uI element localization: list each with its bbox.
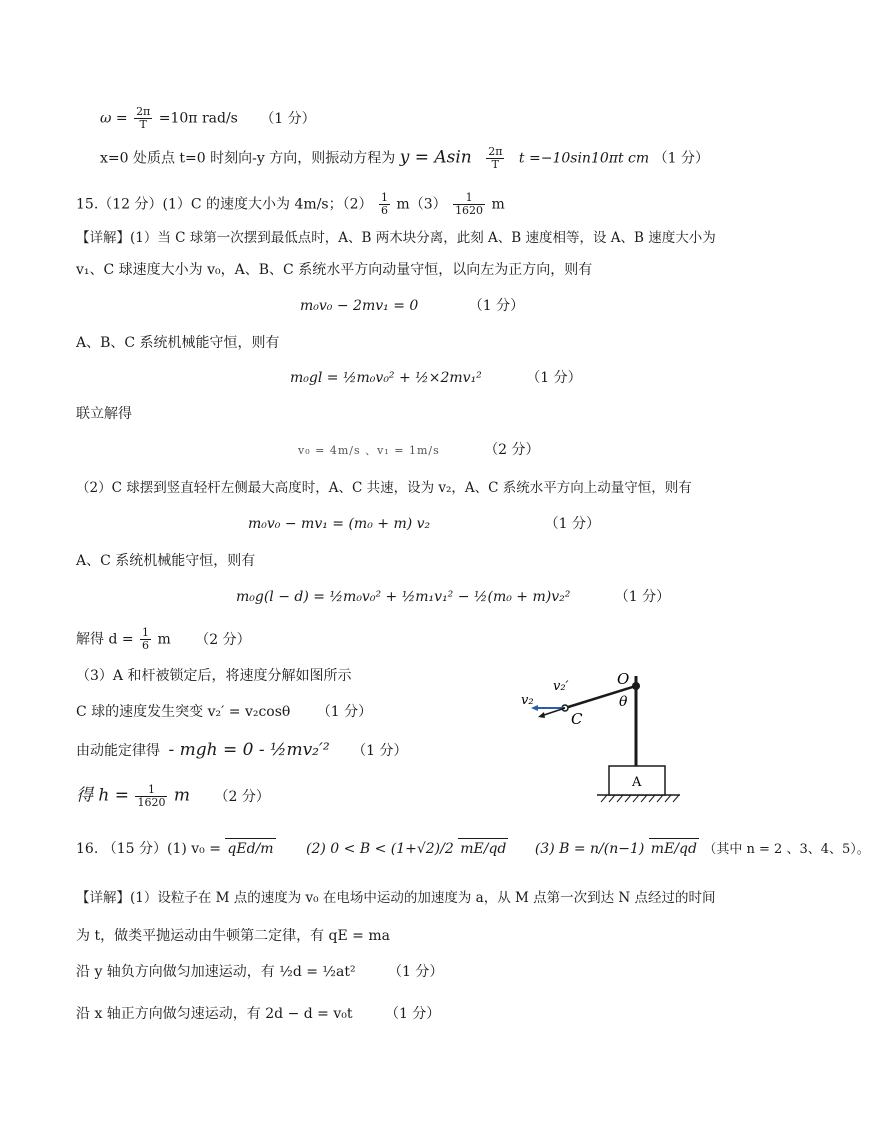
omega-rhs: =10π rad/s <box>158 110 238 127</box>
detail16c-text: 沿 y 轴负方向做匀加速运动，有 ½d = ½at² <box>76 964 356 980</box>
eq3 <box>298 440 540 461</box>
energy-eq: - mgh = 0 - ½mv₂′² <box>168 740 330 760</box>
detail1: 【详解】(1）当 C 球第一次摆到最低点时，A、B 两木块分离，此刻 A、B 速度相等，设 A、B 速度大小为 <box>76 230 716 246</box>
detail16c <box>76 962 443 982</box>
h-a: 得 h = <box>76 785 130 806</box>
c-speed-text: C 球的速度发生突变 v₂′ = v₂cosθ <box>76 704 291 720</box>
energy-score: （1 分） <box>352 743 408 759</box>
eq1-score: （1 分） <box>468 298 525 314</box>
result-d-score: （2 分） <box>195 631 251 648</box>
omega-score: （1 分） <box>260 110 316 127</box>
c-speed <box>76 702 372 722</box>
eq2 <box>290 368 582 388</box>
eq3-text: v₀ = 4m/s 、v₁ = 1m/s <box>298 444 440 457</box>
detail16d-score: （1 分） <box>384 1006 441 1022</box>
q15-frac2 <box>453 192 485 217</box>
solve: 联立解得 <box>76 406 132 422</box>
h-frac <box>135 784 167 809</box>
label-a: A <box>632 775 642 790</box>
omega-line <box>100 106 316 131</box>
pivot-o <box>632 682 640 690</box>
frac-num: 1 <box>453 192 485 205</box>
q16-a-sqrt: qEd/m <box>225 838 275 859</box>
q15-frac1 <box>379 192 390 217</box>
q15-c: m <box>491 196 505 213</box>
eq5-score: （1 分） <box>614 589 671 605</box>
omega-lhs: ω = <box>100 110 128 127</box>
part2: （2）C 球摆到竖直轻杆左侧最大高度时，A、C 共速，设为 v₂，A、C 系统水平方向上动量守恒，则有 <box>76 480 692 496</box>
v2p-arrow <box>541 708 565 716</box>
wave-score: （1 分） <box>653 150 709 167</box>
q15-b: m（3） <box>396 196 447 213</box>
eq2-score: （1 分） <box>526 370 582 386</box>
result-d-b: m <box>157 631 171 648</box>
wave-fraction <box>486 146 504 171</box>
frac-num: 2π <box>136 105 151 118</box>
frac-den: T <box>139 118 147 131</box>
frac-num: 1 <box>135 784 167 797</box>
frac-den: 1620 <box>455 204 484 217</box>
wave-eq-a: y = Asin <box>399 147 472 168</box>
frac-den: 6 <box>380 204 388 217</box>
wave-line <box>100 146 709 171</box>
frac-den: T <box>491 158 499 171</box>
result-d-frac <box>140 627 151 652</box>
energy-law-text: 由动能定律得 <box>76 743 160 759</box>
omega-fraction <box>134 106 152 131</box>
frac-den: 1620 <box>137 796 166 809</box>
result-d <box>76 627 251 652</box>
detail16a: 【详解】(1）设粒子在 M 点的速度为 v₀ 在电场中运动的加速度为 a，从 M 点第一次到达 N 点经过的时间 <box>76 890 716 906</box>
detail16c-score: （1 分） <box>388 964 444 980</box>
ac-energy: A、C 系统机械能守恒，则有 <box>76 553 256 569</box>
result-d-a: 解得 d = <box>76 631 134 648</box>
c-speed-score: （1 分） <box>316 704 373 720</box>
eq4-score: （1 分） <box>544 516 600 532</box>
detail16d-text: 沿 x 轴正方向做匀速运动，有 2d − d = v₀t <box>76 1006 353 1022</box>
ground-hatching <box>601 795 679 802</box>
detail16b: 为 t，做类平抛运动由牛顿第二定律，有 qE = ma <box>76 928 390 944</box>
q16-b: (2) 0 < B < (1+√2)/2 <box>306 841 454 857</box>
part3: （3）A 和杆被锁定后，将速度分解如图所示 <box>76 668 352 684</box>
h-result <box>76 784 270 809</box>
q15-a: 15.（12 分）(1）C 的速度大小为 4m/s；（2） <box>76 196 373 213</box>
wave-eq-b: t <box>518 150 525 167</box>
label-v2: v₂ <box>521 693 534 708</box>
h-b: m <box>173 785 191 806</box>
label-v2-prime: v₂′ <box>553 679 569 694</box>
eq3-score: （2 分） <box>484 442 540 458</box>
label-o: O <box>617 670 630 688</box>
q16-b-sqrt: mE/qd <box>458 838 508 859</box>
v2p-arrowhead <box>538 712 545 718</box>
q15-line <box>76 192 505 217</box>
wave-text: x=0 处质点 t=0 时刻向-y 方向，则振动方程为 <box>100 150 396 167</box>
frac-den: 6 <box>142 639 150 652</box>
frac-num: 1 <box>380 191 388 204</box>
q16-c: (3) B = n/(n−1) <box>534 841 645 857</box>
energy-law <box>76 740 407 761</box>
eq4 <box>248 514 600 534</box>
h-score: （2 分） <box>214 788 270 805</box>
abc-energy: A、B、C 系统机械能守恒，则有 <box>76 335 280 351</box>
q16-line <box>76 838 870 860</box>
q16-a: 16. （15 分）(1) v₀ = <box>76 841 221 857</box>
eq2-text: m₀gl = ½m₀v₀² + ½×2mv₁² <box>290 370 482 386</box>
eq5-text: m₀g(l − d) = ½m₀v₀² + ½m₁v₁² − ½(m₀ + m)v₂² <box>236 589 571 605</box>
velocity-decomposition-diagram <box>505 668 695 803</box>
detail1b: v₁、C 球速度大小为 v₀，A、B、C 系统水平方向动量守恒，以向左为正方向，则有 <box>76 262 593 278</box>
label-theta: θ <box>619 694 628 710</box>
eq4-text: m₀v₀ − mv₁ = (m₀ + m) v₂ <box>248 516 431 532</box>
detail16d <box>76 1004 440 1024</box>
wave-eq-c: =−10sin10πt cm <box>528 150 650 167</box>
q16-d: （其中 n = 2 、3、4、5）。 <box>703 842 870 857</box>
label-c: C <box>571 710 583 728</box>
eq1 <box>300 296 524 316</box>
q16-c-sqrt: mE/qd <box>649 838 699 859</box>
eq5 <box>236 587 670 607</box>
eq1-text: m₀v₀ − 2mv₁ = 0 <box>300 298 419 314</box>
frac-num: 1 <box>142 626 150 639</box>
frac-num: 2π <box>488 145 503 158</box>
